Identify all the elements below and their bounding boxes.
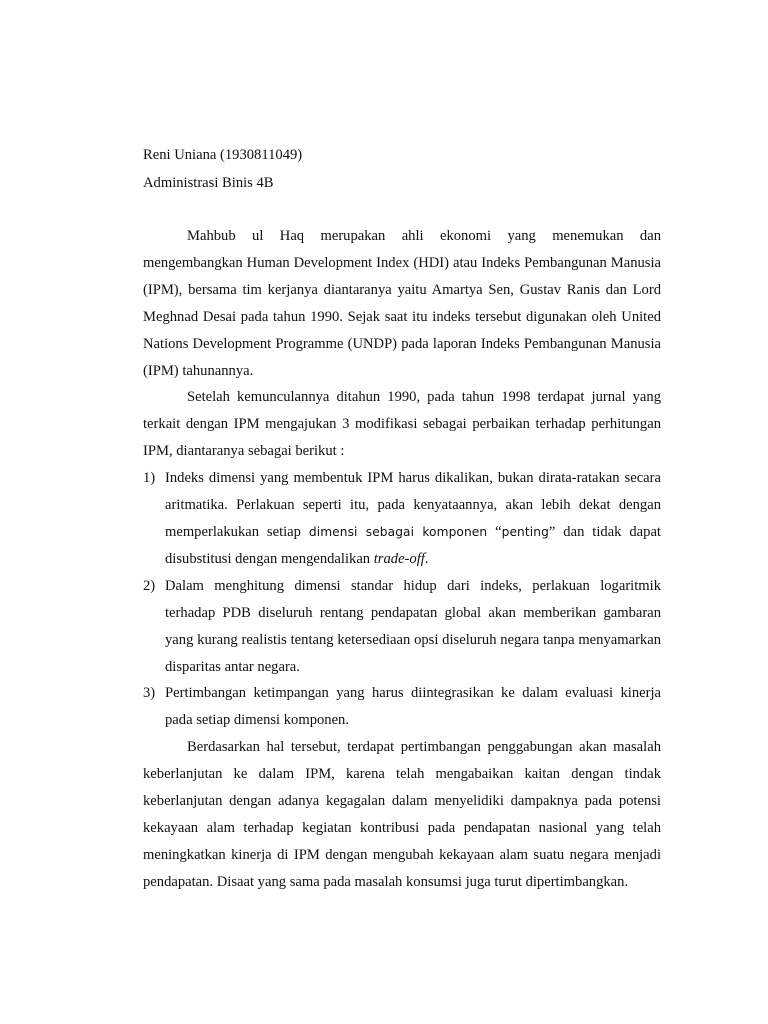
list-text-part: dimensi sebagai komponen — [308, 524, 488, 539]
document-page — [143, 145, 661, 896]
list-text-part: “ — [487, 523, 502, 540]
list-text-part: ” dan tidak dapat disubstitusi dengan mengendalikan — [165, 523, 661, 567]
list-number: 2) — [143, 577, 156, 594]
author-line: Reni Uniana (1930811049) — [143, 147, 303, 163]
paragraph-2: Setelah kemunculannya ditahun 1990, pada tahun 1998 terdapat jurnal yang terkait dengan IPM mengajukan 3 modifikasi sebagai perbaikan terhadap perhitungan IPM, diantaranya sebagai berikut : — [143, 389, 661, 460]
list-text-part: Indeks dimensi yang membentuk IPM harus dikalikan, bukan dirata-ratakan secara aritmatika. Perlakuan seperti itu, pada kenyataannya, akan lebih dekat dengan memperlakukan setiap — [165, 470, 661, 540]
list-text: Pertimbangan ketimpangan yang harus diintegrasikan ke dalam evaluasi kinerja pada setiap dimensi komponen. — [165, 685, 661, 729]
list-text: Dalam menghitung dimensi standar hidup dari indeks, perlakuan logaritmik terhadap PDB diseluruh rentang pendapatan global akan memberikan gambaran yang kurang realistis tentang ketersediaan opsi diseluruh negara tanpa menyamarkan disparitas antar negara. — [165, 577, 661, 675]
list-item — [143, 573, 661, 681]
paragraph-3: Berdasarkan hal tersebut, terdapat pertimbangan penggabungan akan masalah keberlanjutan ke dalam IPM, karena telah mengabaikan kaitan dengan tindak keberlanjutan dengan adanya kegagalan dalam menyelidiki dampaknya pada potensi kekayaan alam terhadap kegiatan kontribusi pada pendapatan nasional yang telah meningkatkan kinerja di IPM dengan mengubah kekayaan alam suatu negara menjadi pendapatan. Disaat yang sama pada masalah konsumsi juga turut dipertimbangkan. — [143, 739, 661, 890]
list-item — [143, 680, 661, 734]
list-text-part: . — [424, 550, 429, 567]
list-text-italic: trade-off — [373, 550, 425, 567]
list-number: 3) — [143, 685, 156, 702]
list-text-part: penting — [501, 524, 549, 539]
list-item — [143, 465, 661, 573]
modification-list — [143, 465, 661, 734]
paragraph-1: Mahbub ul Haq merupakan ahli ekonomi yang menemukan dan mengembangkan Human Development Index (HDI) atau Indeks Pembangunan Manusia (IPM), bersama tim kerjanya diantaranya yaitu Amartya Sen, Gustav Ranis dan Lord Meghnad Desai pada tahun 1990. Sejak saat itu indeks tersebut digunakan oleh United Nations Development Programme (UNDP) pada laporan Indeks Pembangunan Manusia (IPM) tahunannya. — [143, 228, 661, 379]
list-number: 1) — [143, 470, 156, 487]
class-line: Administrasi Binis 4B — [143, 175, 274, 191]
